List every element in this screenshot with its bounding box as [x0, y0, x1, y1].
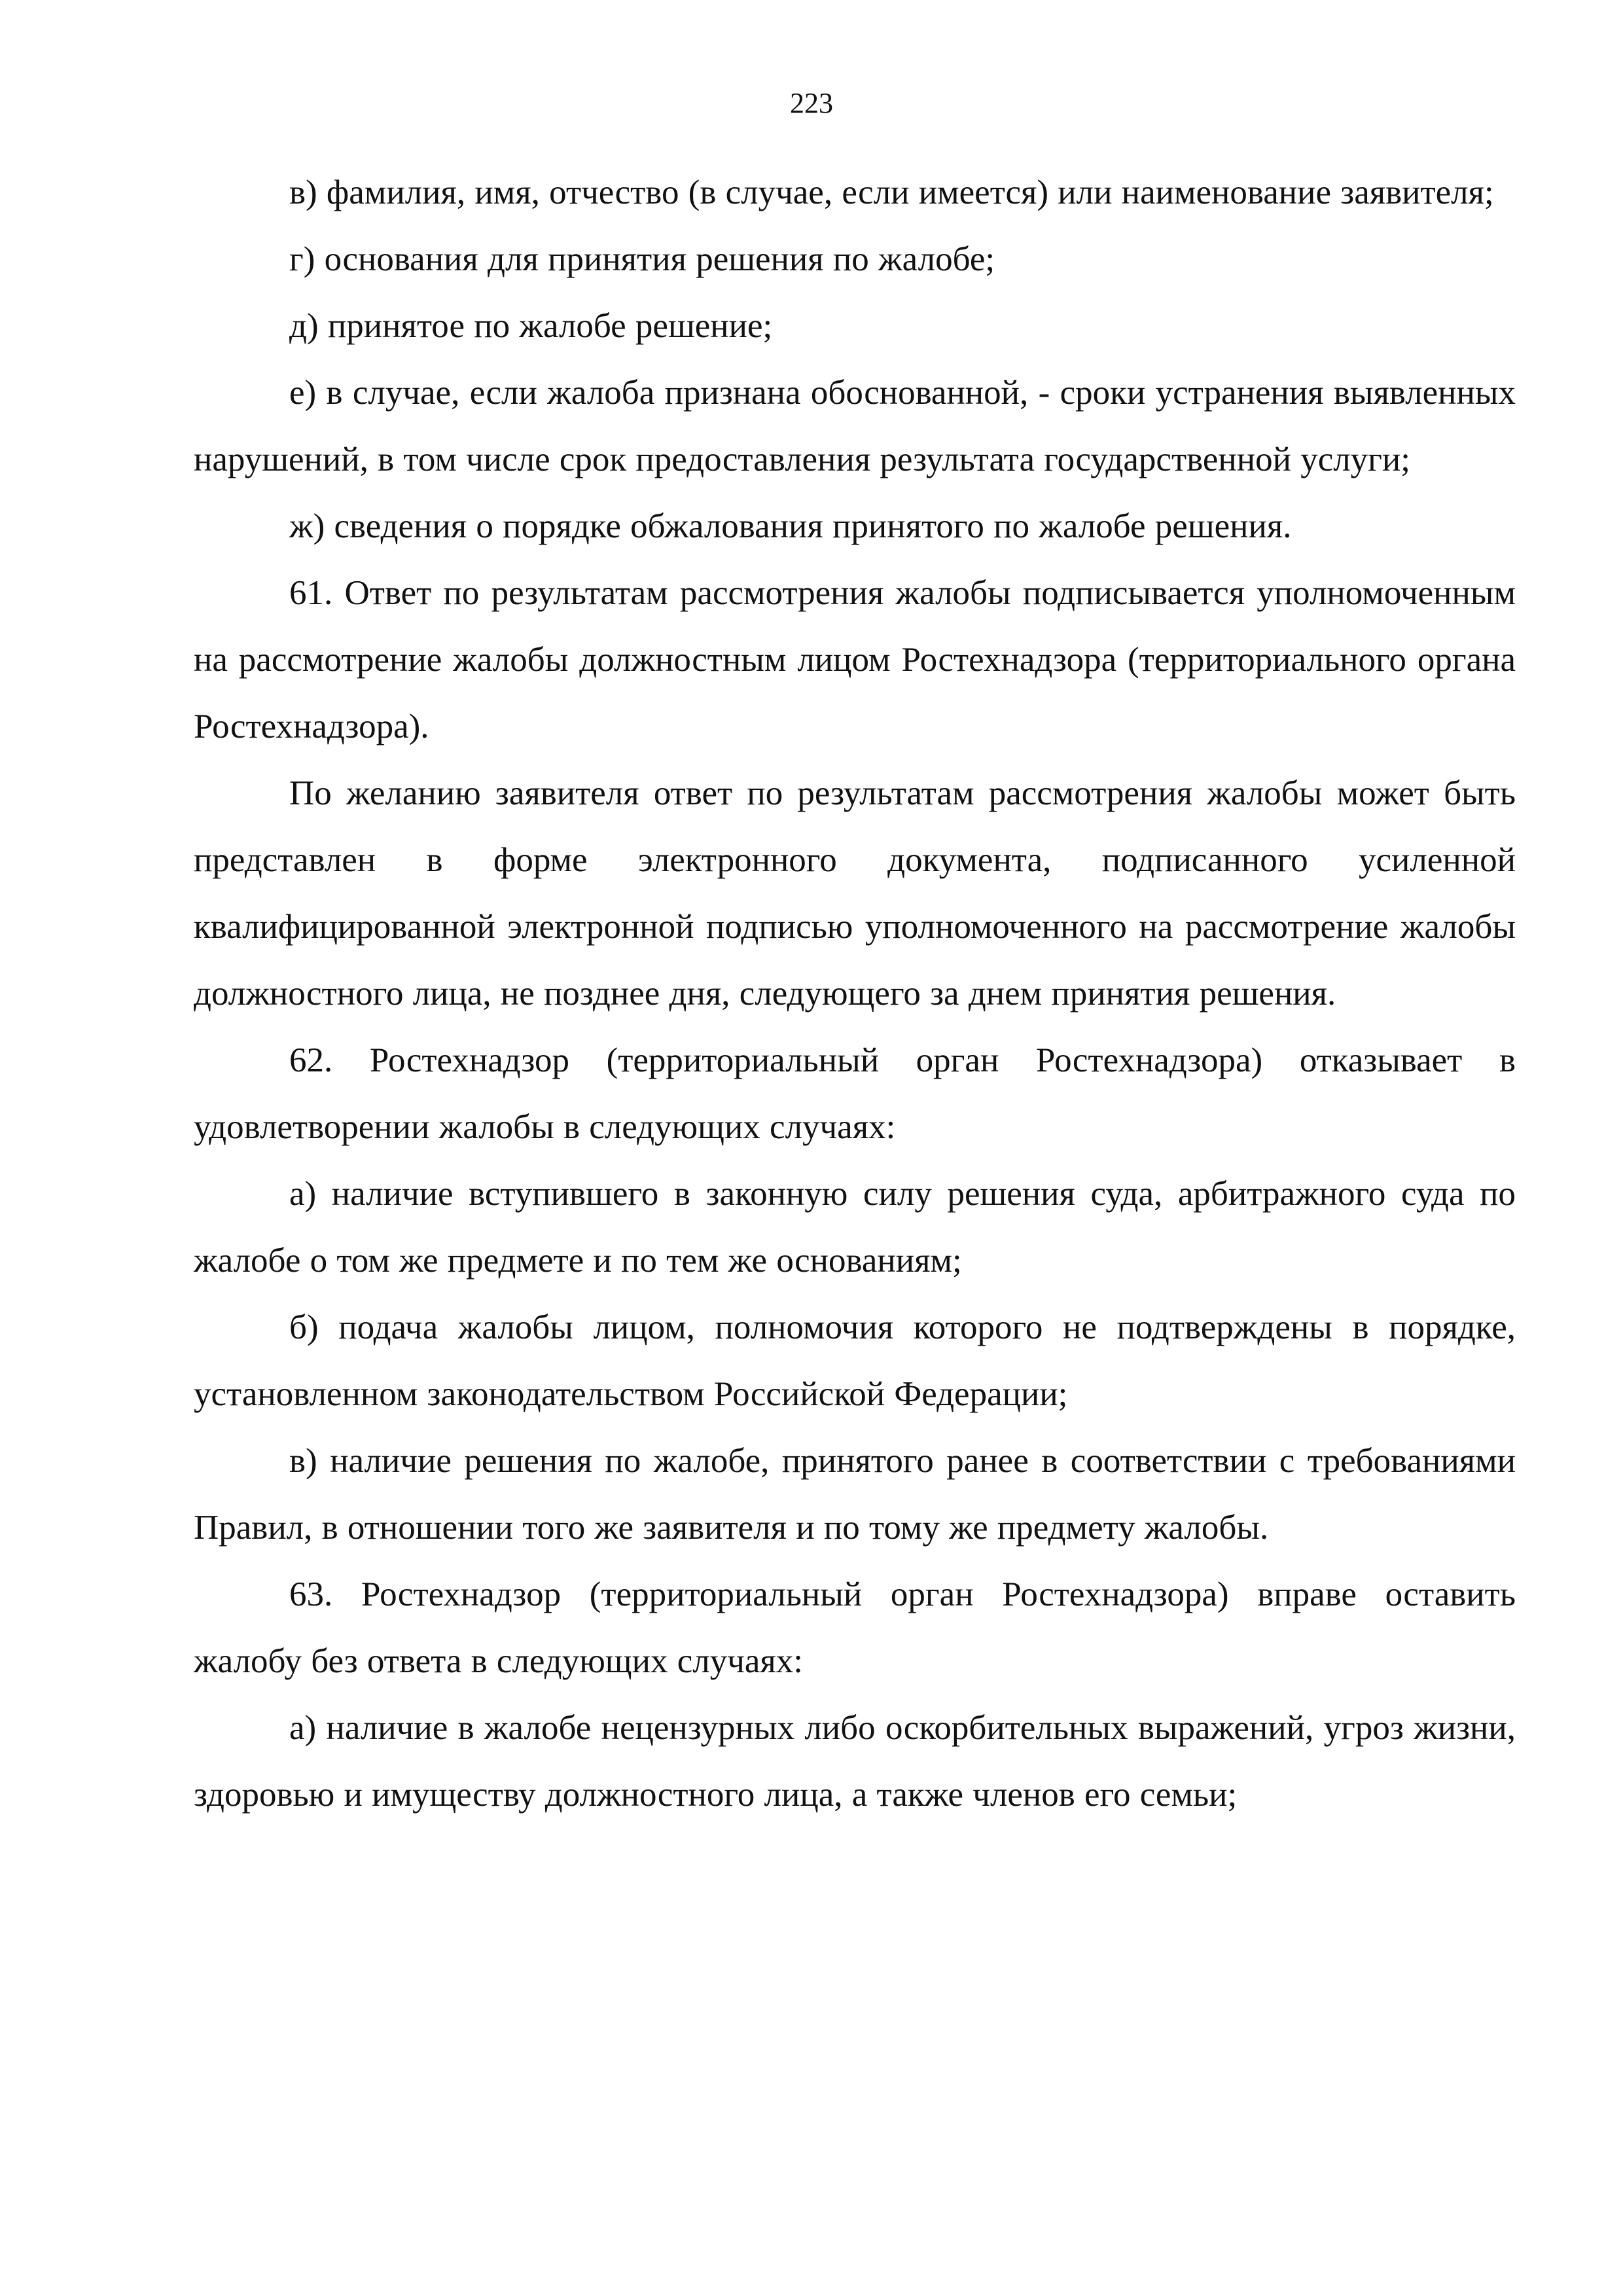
paragraph-63-a-offensive-language: а) наличие в жалобе нецензурных либо оскорбительных выражений, угроз жизни, здоровью и имуществу должностного лица, а также членов его семьи;	[194, 1709, 1516, 1814]
paragraph-electronic-response: По желанию заявителя ответ по результатам рассмотрения жалобы может быть представлен в форме электронного документа, подписанного усиленной квалифицированной электронной подписью уполномоченного на рассмотрение жалобы должностного лица, не позднее дня, следующего за днем принятия решения.	[194, 774, 1516, 1013]
paragraph-zh-appeal-procedure: ж) сведения о порядке обжалования принятого по жалобе решения.	[289, 507, 1292, 545]
paragraph-61-response-signing: 61. Ответ по результатам рассмотрения жалобы подписывается уполномоченным на рассмотрение жалобы должностным лицом Ростехнадзора (территориального органа Ростехнадзора).	[194, 574, 1516, 745]
paragraph-62-v-prior-decision: в) наличие решения по жалобе, принятого ранее в соответствии с требованиями Правил, в отношении того же заявителя и по тому же предмету жалобы.	[194, 1442, 1516, 1547]
document-body	[194, 159, 1516, 1828]
page-number: 223	[790, 87, 833, 119]
paragraph-v-applicant-name: в) фамилия, имя, отчество (в случае, если имеется) или наименование заявителя;	[289, 173, 1494, 211]
paragraph-62-b-unauthorized-filer: б) подача жалобы лицом, полномочия которого не подтверждены в порядке, установленном законодательством Российской Федерации;	[194, 1308, 1516, 1413]
paragraph-63-no-response-cases: 63. Ростехнадзор (территориальный орган Ростехнадзора) вправе оставить жалобу без ответа в следующих случаях:	[194, 1575, 1516, 1680]
paragraph-62-refusal-cases: 62. Ростехнадзор (территориальный орган Ростехнадзора) отказывает в удовлетворении жалобы в следующих случаях:	[194, 1041, 1516, 1146]
paragraph-d-decision: д) принятое по жалобе решение;	[289, 307, 773, 345]
paragraph-62-a-court-decision: а) наличие вступившего в законную силу решения суда, арбитражного суда по жалобе о том же предмете и по тем же основаниям;	[194, 1175, 1516, 1280]
paragraph-e-remedy-terms: е) в случае, если жалоба признана обоснованной, - сроки устранения выявленных нарушений, в том числе срок предоставления результата государственной услуги;	[194, 374, 1516, 478]
paragraph-g-decision-grounds: г) основания для принятия решения по жалобе;	[289, 240, 995, 278]
